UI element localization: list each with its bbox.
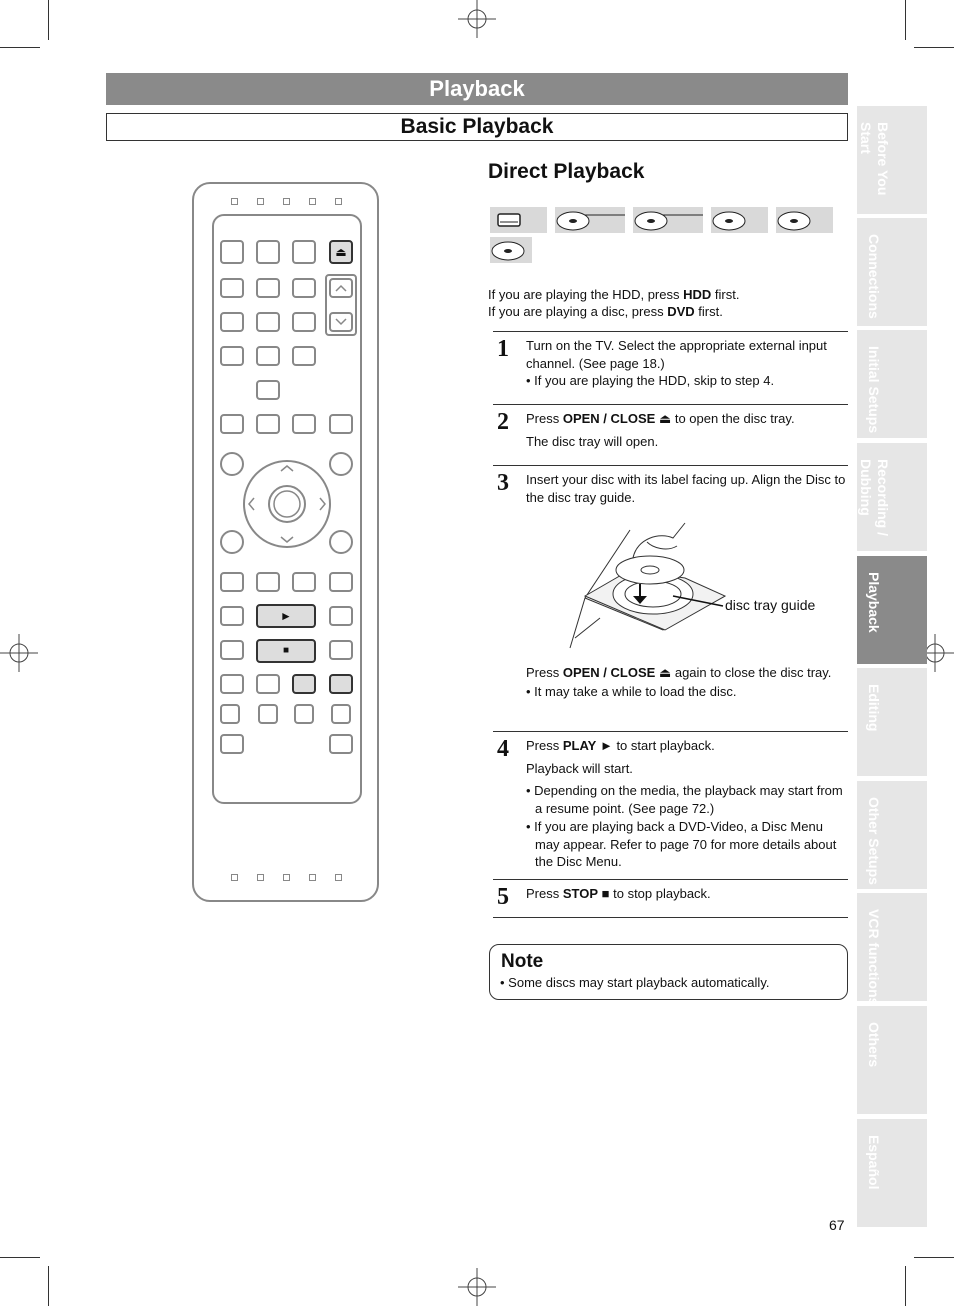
remote-button [258,704,278,724]
crop-mark [914,47,954,48]
remote-button [256,240,280,264]
crop-mark [905,1266,906,1306]
remote-indicator [309,198,316,205]
tab-vcr-functions[interactable]: VCR functions [857,893,927,1001]
tab-connections[interactable]: Connections [857,218,927,326]
divider [493,917,848,918]
remote-button [220,278,244,298]
step-number: 3 [497,470,509,496]
step-4: 4 Press PLAY ► to start playback. Playback will start. • Depending on the media, the playback may start from a resume point. (See page 72.) • If you are playing back a DVD-Video, a Disc Menu may appear. Refer to page 70 for more details about the Disc Menu. [493,731,848,879]
dvd-key: DVD [667,304,695,319]
tab-other-setups[interactable]: Other Setups [857,781,927,889]
crop-mark [48,1266,49,1306]
remote-round-button [220,452,244,476]
crop-mark [905,0,906,40]
remote-button [294,704,314,724]
remote-button [329,674,353,694]
remote-indicator [283,874,290,881]
remote-indicator [231,198,238,205]
remote-button [220,312,244,332]
remote-button [292,674,316,694]
media-icons [490,207,836,263]
remote-indicator [335,198,342,205]
tab-editing[interactable]: Editing [857,668,927,776]
crop-mark [0,1257,40,1258]
remote-skip-forward-button [256,572,280,592]
remote-play-button: ► [256,604,316,628]
step-5: 5 Press STOP ■ to stop playback. [493,879,848,917]
registration-mark-icon [458,0,496,38]
remote-stop-button: ■ [256,639,316,663]
disc-icon [633,207,703,233]
note-box [489,944,848,1000]
remote-return-button [329,530,353,554]
hdd-key: HDD [683,287,712,302]
remote-button [256,346,280,366]
eject-icon: ⏏ [658,665,672,680]
remote-button [256,278,280,298]
step-number: 4 [497,736,509,762]
remote-step-button [220,640,244,660]
remote-pause-button [329,640,353,660]
remote-cm-skip-button [329,572,353,592]
page-title: Direct Playback [488,160,645,183]
remote-button [220,734,244,754]
remote-indicator [231,874,238,881]
crop-mark [914,1257,954,1258]
disc-icon [776,207,833,233]
step-number: 2 [497,409,509,435]
remote-skip-back-button [220,572,244,592]
step-1: 1 Turn on the TV. Select the appropriate external input channel. (See page 18.) • If you are playing the HDD, skip to step 4. [493,331,848,403]
remote-button [292,240,316,264]
note-title: Note [501,951,544,972]
stop-icon: ■ [601,886,610,901]
tab-others[interactable]: Others [857,1006,927,1114]
remote-button [329,414,353,434]
remote-indicator [335,874,342,881]
remote-button [256,674,280,694]
remote-open-close-button: ⏏ [329,240,353,264]
remote-indicator [257,198,264,205]
remote-round-button [329,452,353,476]
disc-tray-guide-label: disc tray guide [725,597,816,613]
tab-playback[interactable]: Playback [857,556,927,664]
remote-button [220,414,244,434]
crop-mark [0,47,40,48]
remote-button [292,312,316,332]
remote-button [329,734,353,754]
note-text: • Some discs may start playback automatically. [500,975,770,990]
remote-button [256,414,280,434]
remote-button [292,346,316,366]
remote-button [220,346,244,366]
remote-dpad-icon [242,459,332,549]
tab-recording-dubbing[interactable]: Recording / Dubbing [857,443,927,551]
step-3: 3 Insert your disc with its label facing up. Align the Disc to the disc tray guide. Press OPEN / CLOSE ⏏ again to close the disc tray. • It may take a while to load the disc. [493,465,848,731]
remote-button [220,674,244,694]
remote-indicator [283,198,290,205]
play-icon: ► [599,738,613,753]
crop-mark [48,0,49,40]
remote-button [292,278,316,298]
remote-button [292,414,316,434]
remote-round-button [220,530,244,554]
remote-button [256,312,280,332]
remote-control-illustration [192,182,379,902]
intro-text: If you are playing the HDD, press HDD first. If you are playing a disc, press DVD first. [488,287,740,319]
remote-button [220,704,240,724]
section-title: Playback [106,73,848,105]
tab-initial-setups[interactable]: Initial Setups [857,330,927,438]
remote-fast-forward-button [329,606,353,626]
disc-icon [490,237,532,263]
disc-icon [555,207,625,233]
remote-replay-button [292,572,316,592]
chevron-up-icon [329,278,353,298]
chevron-down-icon [329,312,353,332]
hdd-icon [490,207,547,233]
remote-indicator [309,874,316,881]
eject-icon: ⏏ [658,411,672,426]
registration-mark-icon [0,634,38,672]
registration-mark-icon [458,1268,496,1306]
remote-indicator [257,874,264,881]
disc-tray-illustration [555,518,835,653]
step-number: 5 [497,884,509,910]
page-number: 67 [829,1217,845,1233]
remote-button [331,704,351,724]
remote-button [256,380,280,400]
step-2: 2 Press OPEN / CLOSE ⏏ to open the disc tray. The disc tray will open. [493,404,848,464]
tab-before-you-start[interactable]: Before You Start [857,106,927,214]
step-number: 1 [497,336,509,362]
tab-espanol[interactable]: Español [857,1119,927,1227]
remote-button [220,240,244,264]
remote-rewind-button [220,606,244,626]
subsection-title: Basic Playback [106,113,848,141]
disc-icon [711,207,768,233]
